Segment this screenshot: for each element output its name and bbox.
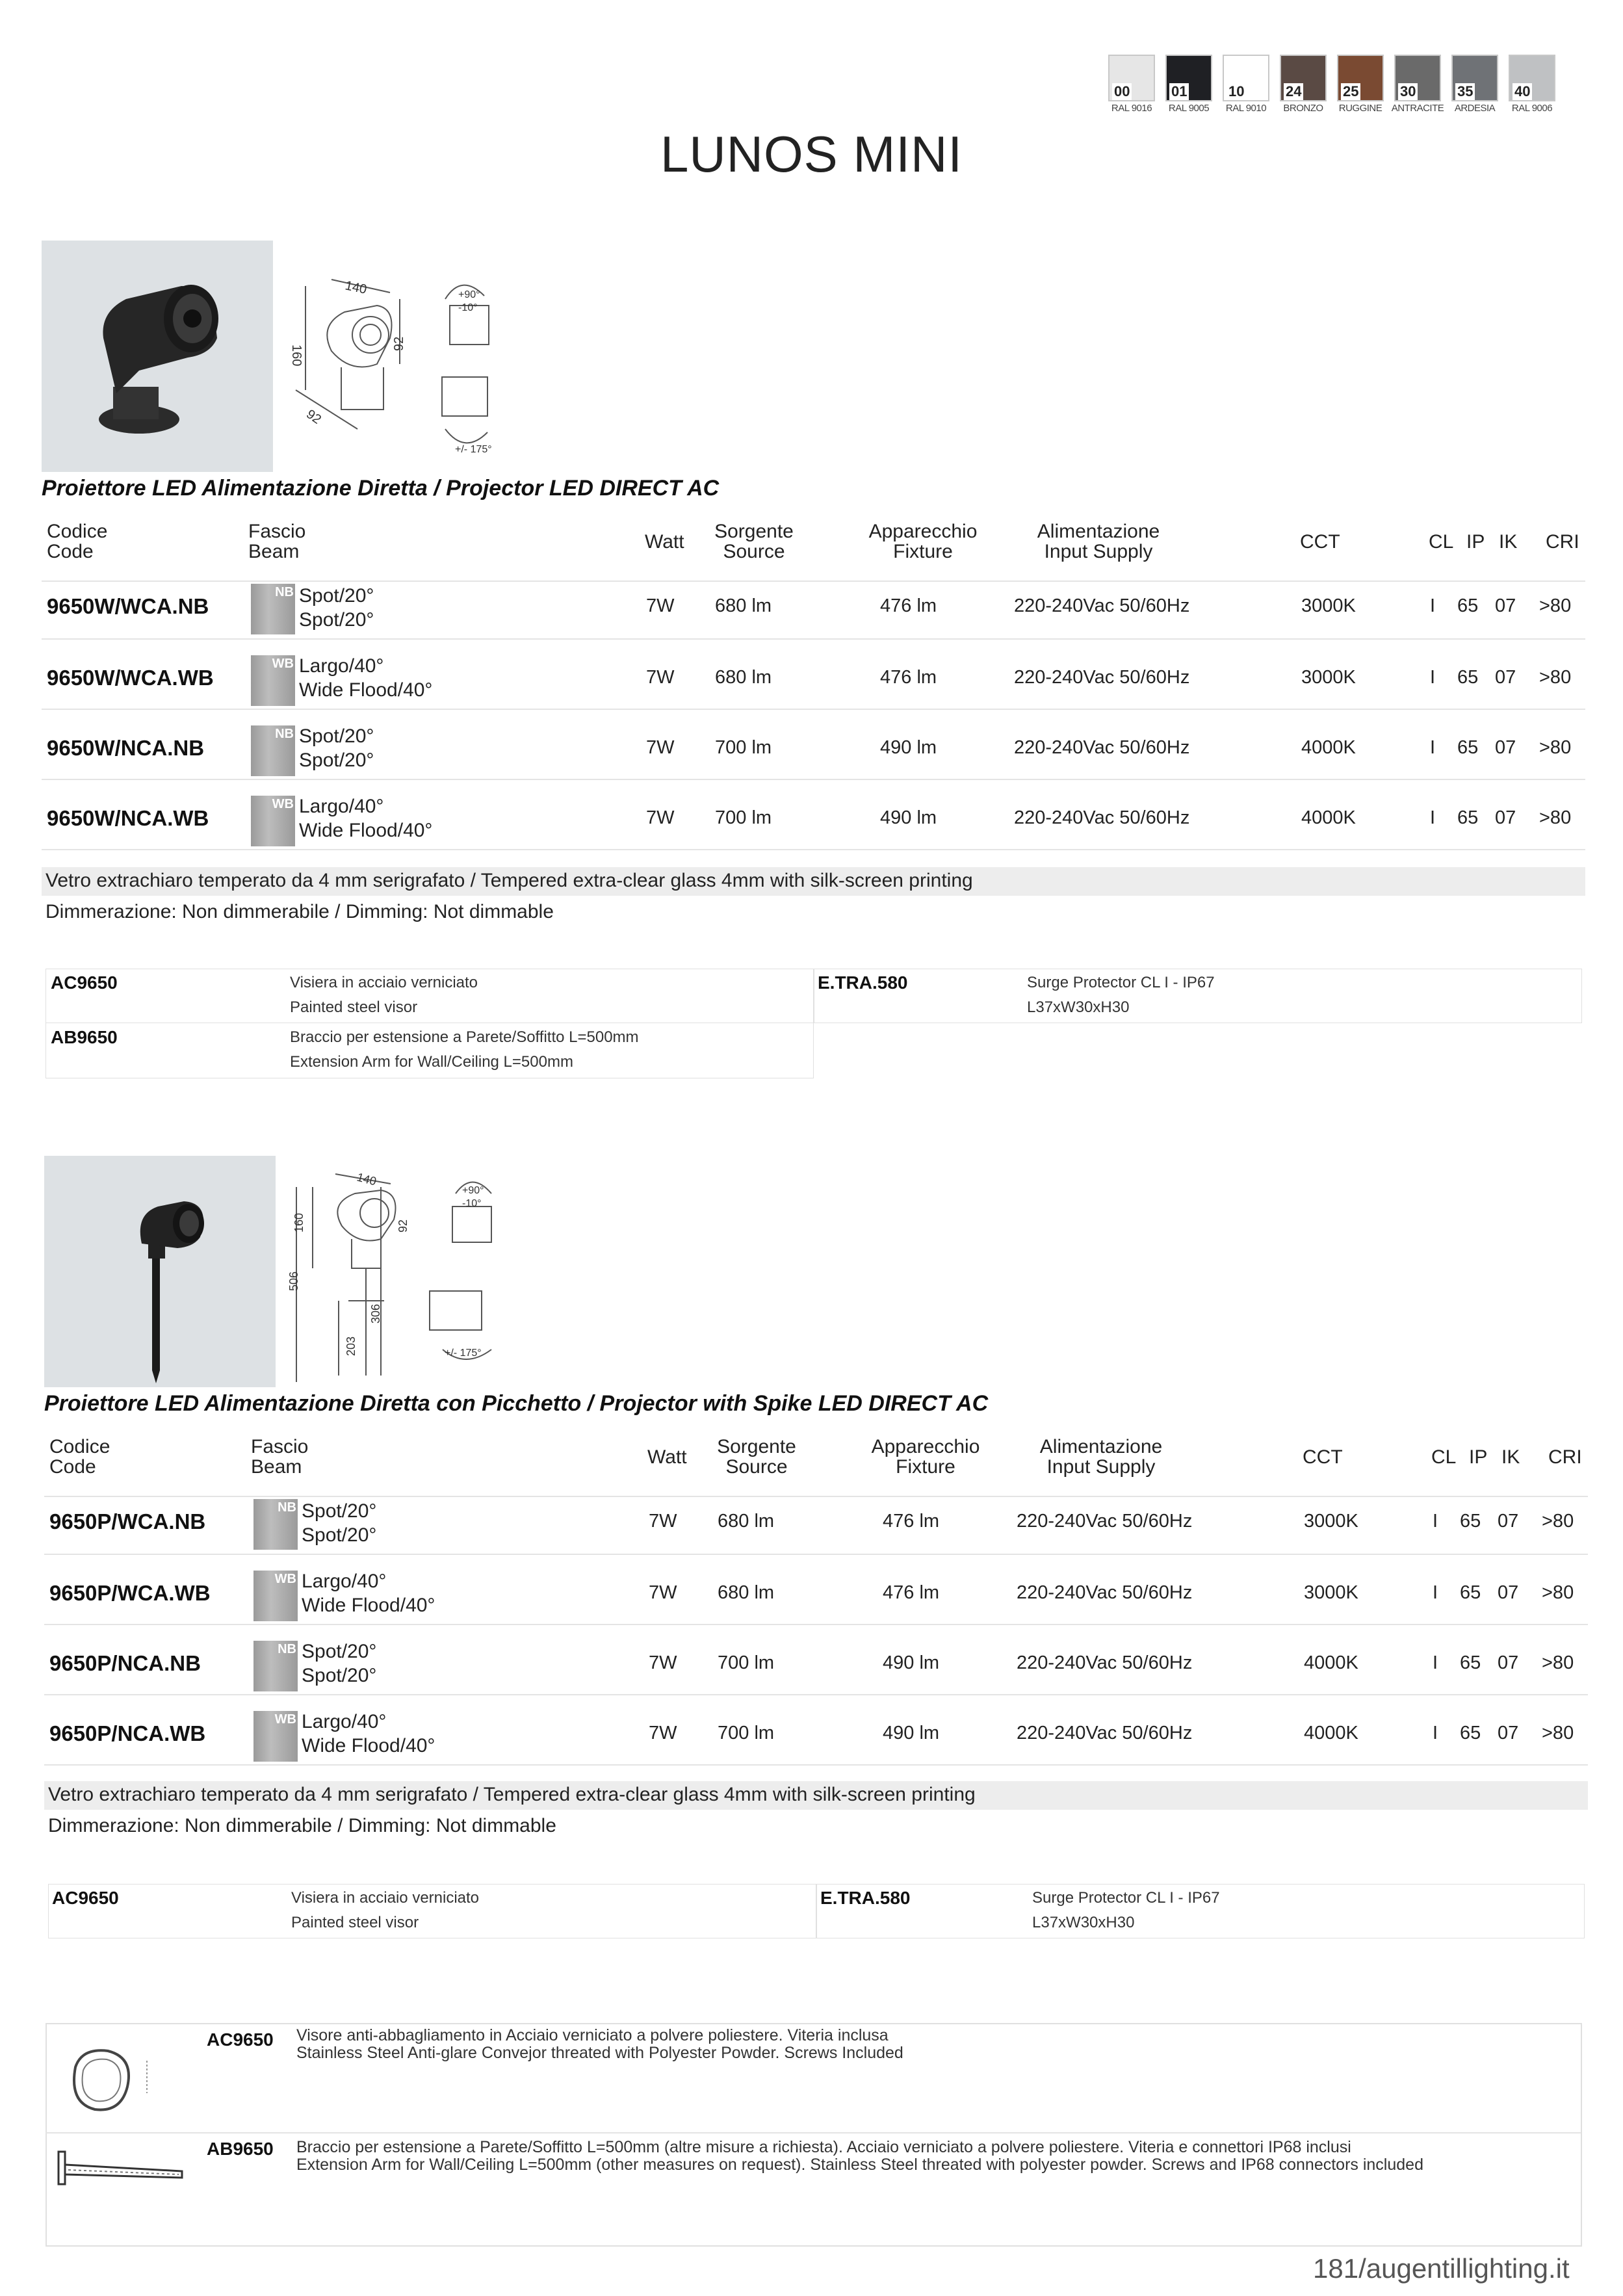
accessory-desc	[291, 1886, 479, 1935]
glass-note: Vetro extrachiaro temperato da 4 mm serigrafato / Tempered extra-clear glass 4mm with silk-screen printing	[48, 1784, 976, 1805]
text-label: Spot/20°	[302, 1641, 377, 1662]
dim-label: 306	[369, 1303, 382, 1324]
text-label: 65	[1457, 667, 1479, 688]
text-label: NB	[278, 1500, 296, 1515]
page-title: LUNOS MINI	[660, 125, 963, 183]
text-label: >80	[1539, 667, 1572, 688]
text-label: 220-240Vac 50/60Hz	[1014, 737, 1190, 758]
text-label: 07	[1498, 1511, 1519, 1532]
text-label: Spot/20°	[299, 725, 374, 747]
glass-note: Vetro extrachiaro temperato da 4 mm serigrafato / Tempered extra-clear glass 4mm with silk-screen printing	[45, 870, 973, 891]
text-label: Largo/40°	[302, 1571, 387, 1592]
page-footer: 181/augentillighting.it	[1313, 2253, 1570, 2284]
product-code: 9650W/WCA.NB	[47, 594, 209, 618]
swatch-label: RAL 9016	[1111, 103, 1152, 114]
text-label: 220-240Vac 50/60Hz	[1014, 667, 1190, 688]
dimension-drawing	[283, 1161, 530, 1389]
text-label: 25	[1341, 83, 1360, 100]
swatch-00[interactable]	[1108, 55, 1155, 101]
text-label: 65	[1457, 737, 1479, 758]
text-label: Source	[723, 541, 785, 562]
text-label: CRI	[1548, 1446, 1582, 1468]
text-label: 4000K	[1304, 1652, 1358, 1673]
product-code: 9650W/NCA.NB	[47, 736, 205, 760]
text-label: 40	[1513, 83, 1532, 100]
text-label: IK	[1499, 531, 1518, 553]
text-label: Wide Flood/40°	[299, 820, 433, 841]
text-label: Beam	[248, 541, 300, 562]
accessory-desc	[290, 1025, 639, 1075]
text-label: 220-240Vac 50/60Hz	[1017, 1652, 1193, 1673]
text-label: 4000K	[1304, 1723, 1358, 1743]
accessory-desc	[296, 2139, 1423, 2174]
swatch-label: ANTRACITE	[1391, 103, 1444, 114]
narrow-beam-icon	[251, 725, 295, 776]
text-label: I	[1430, 737, 1436, 758]
wide-beam-icon	[253, 1571, 298, 1621]
text-label: Code	[49, 1456, 96, 1478]
swatch-30[interactable]	[1394, 55, 1441, 101]
product-photo	[44, 1156, 276, 1387]
extension-arm-icon	[52, 2139, 195, 2197]
text-label: Painted steel visor	[290, 998, 418, 1016]
text-label: Spot/20°	[299, 609, 374, 631]
dim-label: +/- 175°	[455, 444, 492, 455]
text-label: 220-240Vac 50/60Hz	[1014, 807, 1190, 828]
swatch-40[interactable]	[1509, 55, 1555, 101]
section-title: Proiettore LED Alimentazione Diretta / Projector LED DIRECT AC	[42, 476, 720, 501]
accessory-code: E.TRA.580	[820, 1888, 911, 1908]
text-label: >80	[1542, 1582, 1574, 1603]
swatch-label: BRONZO	[1283, 103, 1323, 114]
dim-label: 160	[289, 345, 304, 367]
text-label: 476 lm	[883, 1582, 940, 1603]
text-label: 476 lm	[880, 667, 937, 688]
swatch-35[interactable]	[1451, 55, 1498, 101]
text-label: Braccio per estensione a Parete/Soffitto L=500mm	[290, 1028, 639, 1046]
text-label: Extension Arm for Wall/Ceiling L=500mm (other measures on request). Stainless Steel threated with polyester powder. Screws and IP68 connectors included	[296, 2156, 1423, 2174]
text-label: 07	[1498, 1652, 1519, 1673]
text-label: Wide Flood/40°	[302, 1595, 435, 1616]
text-label: Fixture	[896, 1456, 955, 1478]
text-label: I	[1433, 1652, 1438, 1673]
text-label: 7W	[649, 1511, 677, 1532]
text-label: Input Supply	[1046, 1456, 1156, 1478]
text-label: NB	[275, 585, 294, 599]
dim-label: 203	[344, 1336, 357, 1356]
text-label: Spot/20°	[299, 585, 374, 607]
product-code: 9650P/WCA.NB	[49, 1509, 206, 1533]
text-label: Sorgente	[714, 521, 794, 542]
text-label: I	[1433, 1582, 1438, 1603]
dim-label: 140	[355, 1170, 378, 1188]
text-label: 65	[1457, 807, 1479, 828]
text-label: Fixture	[893, 541, 953, 562]
text-label: Extension Arm for Wall/Ceiling L=500mm	[290, 1053, 573, 1071]
dim-label: 92	[392, 336, 406, 351]
text-label: Watt	[645, 531, 684, 553]
text-label: Stainless Steel Anti-glare Convejor threated with Polyester Powder. Screws Included	[296, 2044, 903, 2062]
wide-beam-icon	[251, 796, 295, 846]
product-code: 9650P/NCA.WB	[49, 1721, 206, 1745]
text-label: CCT	[1303, 1446, 1343, 1468]
text-label: 7W	[646, 807, 675, 828]
text-label: >80	[1542, 1511, 1574, 1532]
text-label: 07	[1495, 807, 1516, 828]
accessory-code: AC9650	[51, 972, 118, 993]
text-label: I	[1430, 595, 1436, 616]
narrow-beam-icon	[253, 1499, 298, 1550]
text-label: 7W	[646, 737, 675, 758]
accessory-code: E.TRA.580	[818, 972, 908, 993]
text-label: Code	[47, 541, 94, 562]
swatch-label: RUGGINE	[1338, 103, 1383, 114]
text-label: Visore anti-abbagliamento in Acciaio verniciato a polvere poliestere. Viteria inclusa	[296, 2026, 889, 2044]
visor-icon	[56, 2035, 166, 2126]
text-label: Fascio	[248, 521, 306, 542]
text-label: CL	[1429, 531, 1454, 553]
text-label: Surge Protector CL I - IP67	[1032, 1889, 1220, 1907]
text-label: 220-240Vac 50/60Hz	[1017, 1582, 1193, 1603]
text-label: NB	[275, 727, 294, 741]
text-label: L37xW30xH30	[1027, 998, 1130, 1016]
text-label: Fascio	[251, 1436, 309, 1457]
text-label: 65	[1457, 595, 1479, 616]
accessory-desc	[296, 2027, 903, 2062]
text-label: IP	[1466, 531, 1485, 553]
text-label: 476 lm	[880, 595, 937, 616]
text-label: I	[1433, 1723, 1438, 1743]
text-label: 490 lm	[883, 1652, 940, 1673]
text-label: >80	[1542, 1723, 1574, 1743]
product-code: 9650P/NCA.NB	[49, 1651, 201, 1675]
text-label: Painted steel visor	[291, 1914, 419, 1931]
text-label: CL	[1431, 1446, 1457, 1468]
text-label: NB	[278, 1642, 296, 1656]
text-label: 3000K	[1304, 1511, 1358, 1532]
text-label: 65	[1460, 1582, 1481, 1603]
text-label: 07	[1498, 1582, 1519, 1603]
text-label: Watt	[647, 1446, 687, 1468]
swatch-label: RAL 9010	[1225, 103, 1267, 114]
text-label: 65	[1460, 1652, 1481, 1673]
text-label: Visiera in acciaio verniciato	[291, 1889, 480, 1907]
text-label: WB	[272, 797, 294, 811]
text-label: 7W	[649, 1652, 677, 1673]
text-label: 4000K	[1301, 737, 1356, 758]
text-label: Source	[725, 1456, 788, 1478]
swatch-label: RAL 9006	[1511, 103, 1553, 114]
text-label: 700 lm	[715, 737, 772, 758]
dim-label: +/- 175°	[445, 1348, 482, 1359]
text-label: Wide Flood/40°	[302, 1735, 435, 1756]
text-label: Codice	[47, 521, 108, 542]
text-label: Input Supply	[1044, 541, 1153, 562]
text-label: Spot/20°	[302, 1665, 377, 1686]
swatch-label: RAL 9005	[1168, 103, 1210, 114]
text-label: >80	[1542, 1652, 1574, 1673]
accessory-desc	[1027, 971, 1215, 1020]
dim-label: +90°	[458, 289, 480, 300]
text-label: Surge Protector CL I - IP67	[1027, 974, 1215, 991]
text-label: Apparecchio	[868, 521, 978, 542]
text-label: 65	[1460, 1723, 1481, 1743]
text-label: 07	[1495, 595, 1516, 616]
text-label: Alimentazione	[1039, 1436, 1163, 1457]
text-label: 30	[1398, 83, 1418, 100]
product-photo	[42, 241, 273, 472]
text-label: 07	[1495, 667, 1516, 688]
dim-label: -10°	[462, 1198, 482, 1209]
text-label: 700 lm	[718, 1652, 775, 1673]
text-label: 07	[1495, 737, 1516, 758]
swatch-24[interactable]	[1280, 55, 1327, 101]
text-label: 7W	[646, 595, 675, 616]
accessory-desc	[1032, 1886, 1220, 1935]
text-label: 700 lm	[715, 807, 772, 828]
text-label: 01	[1169, 83, 1189, 100]
text-label: 220-240Vac 50/60Hz	[1017, 1511, 1193, 1532]
text-label: >80	[1539, 595, 1572, 616]
text-label: 680 lm	[715, 595, 772, 616]
text-label: >80	[1539, 737, 1572, 758]
dim-label: -10°	[458, 302, 478, 313]
text-label: I	[1430, 807, 1436, 828]
text-label: IP	[1469, 1446, 1488, 1468]
section-title: Proiettore LED Alimentazione Diretta con Picchetto / Projector with Spike LED DIRECT AC	[44, 1391, 989, 1416]
swatch-01[interactable]	[1165, 55, 1212, 101]
dim-label: 160	[292, 1212, 305, 1233]
dimming-note: Dimmerazione: Non dimmerabile / Dimming: Not dimmable	[45, 901, 554, 922]
text-label: Spot/20°	[302, 1500, 377, 1522]
text-label: 680 lm	[715, 667, 772, 688]
text-label: Largo/40°	[302, 1711, 387, 1732]
text-label: Largo/40°	[299, 796, 384, 817]
text-label: IK	[1501, 1446, 1520, 1468]
text-label: 7W	[649, 1723, 677, 1743]
text-label: Spot/20°	[302, 1524, 377, 1546]
text-label: 3000K	[1301, 595, 1356, 616]
dimension-drawing	[279, 260, 539, 462]
product-code: 9650W/NCA.WB	[47, 806, 209, 830]
accessory-code: AC9650	[52, 1888, 119, 1908]
text-label: Codice	[49, 1436, 110, 1457]
text-label: 220-240Vac 50/60Hz	[1017, 1723, 1193, 1743]
text-label: 490 lm	[880, 807, 937, 828]
dim-label: 140	[343, 278, 369, 297]
text-label: Beam	[251, 1456, 302, 1478]
text-label: 700 lm	[718, 1723, 775, 1743]
text-label: 490 lm	[883, 1723, 940, 1743]
text-label: 3000K	[1301, 667, 1356, 688]
swatch-10[interactable]	[1223, 55, 1269, 101]
text-label: Visiera in acciaio verniciato	[290, 974, 478, 991]
text-label: 7W	[649, 1582, 677, 1603]
text-label: 220-240Vac 50/60Hz	[1014, 595, 1190, 616]
text-label: WB	[272, 657, 294, 671]
accessory-code: AC9650	[207, 2029, 274, 2050]
product-code: 9650P/WCA.WB	[49, 1581, 211, 1605]
text-label: 10	[1227, 83, 1246, 100]
product-code: 9650W/WCA.WB	[47, 666, 214, 690]
text-label: 7W	[646, 667, 675, 688]
accessory-desc	[290, 971, 478, 1020]
text-label: CRI	[1546, 531, 1579, 553]
dim-label: 92	[396, 1219, 409, 1233]
text-label: 476 lm	[883, 1511, 940, 1532]
text-label: 490 lm	[880, 737, 937, 758]
wide-beam-icon	[251, 655, 295, 706]
text-label: L37xW30xH30	[1032, 1914, 1135, 1931]
swatch-label: ARDESIA	[1454, 103, 1496, 114]
dim-label: 92	[304, 407, 324, 427]
text-label: WB	[274, 1712, 296, 1727]
text-label: I	[1433, 1511, 1438, 1532]
text-label: 680 lm	[718, 1582, 775, 1603]
text-label: 680 lm	[718, 1511, 775, 1532]
text-label: 3000K	[1304, 1582, 1358, 1603]
narrow-beam-icon	[253, 1641, 298, 1691]
accessory-code: AB9650	[51, 1027, 118, 1047]
text-label: 00	[1112, 83, 1132, 100]
text-label: Spot/20°	[299, 750, 374, 771]
dim-label: 506	[287, 1271, 300, 1291]
wide-beam-icon	[253, 1711, 298, 1762]
text-label: 35	[1455, 83, 1475, 100]
text-label: 07	[1498, 1723, 1519, 1743]
text-label: Wide Flood/40°	[299, 679, 433, 701]
text-label: WB	[274, 1572, 296, 1586]
text-label: 24	[1284, 83, 1303, 100]
text-label: Alimentazione	[1037, 521, 1160, 542]
text-label: Sorgente	[717, 1436, 796, 1457]
dim-label: +90°	[462, 1185, 484, 1196]
text-label: Apparecchio	[871, 1436, 980, 1457]
accessory-code: AB9650	[207, 2139, 274, 2159]
text-label: 65	[1460, 1511, 1481, 1532]
narrow-beam-icon	[251, 584, 295, 634]
text-label: Largo/40°	[299, 655, 384, 677]
text-label: 4000K	[1301, 807, 1356, 828]
swatch-25[interactable]	[1337, 55, 1384, 101]
text-label: Braccio per estensione a Parete/Soffitto L=500mm (altre misure a richiesta). Acciaio verniciato a polvere poliestere. Viteria e connettori IP68 inclusi	[296, 2138, 1351, 2156]
text-label: I	[1430, 667, 1436, 688]
text-label: >80	[1539, 807, 1572, 828]
dimming-note: Dimmerazione: Non dimmerabile / Dimming: Not dimmable	[48, 1815, 556, 1836]
text-label: CCT	[1300, 531, 1340, 553]
